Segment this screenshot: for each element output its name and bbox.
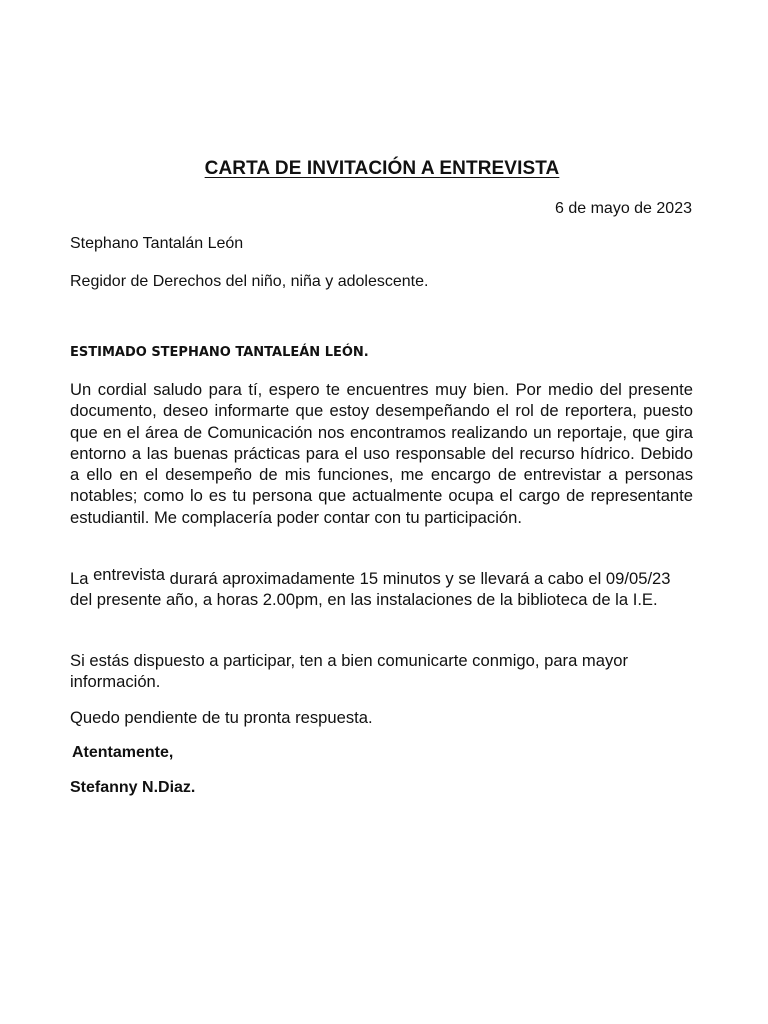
details-rest: durará aproximadamente 15 minutos y se llevará a cabo el 09/05/23 del presente año, a horas 2.00pm, en las instalaciones de la biblioteca de la I.E. <box>70 569 671 610</box>
salutation: ESTIMADO STEPHANO TANTALEÁN LEÓN. <box>70 345 369 360</box>
letter-title: CARTA DE INVITACIÓN A ENTREVISTA <box>204 158 560 179</box>
details-lead: La <box>70 569 94 588</box>
closing-phrase: Atentamente, <box>72 744 174 761</box>
letter-date: 6 de mayo de 2023 <box>555 200 692 217</box>
body-paragraph-details <box>70 565 693 611</box>
body-paragraph-intro: Un cordial saludo para tí, espero te encuentres muy bien. Por medio del presente documento, deseo informarte que estoy desempeñando el rol de reportera, puesto que en el área de Comunicación nos encontramos realizando un reportaje, que gira entorno a las buenas prácticas para el uso responsable del recurso hídrico. Debido a ello en el desempeño de mis funciones, me encargo de entrevistar a personas notables; como lo es tu persona que actualmente ocupa el cargo de representante estudiantil. Me complacería poder contar con tu participación. <box>70 380 693 527</box>
body-paragraph-contact: Si estás dispuesto a participar, ten a bien comunicarte conmigo, para mayor información. <box>70 651 629 692</box>
details-keyword: entrevista <box>93 565 166 584</box>
recipient-role: Regidor de Derechos del niño, niña y adolescente. <box>70 273 429 290</box>
body-paragraph-closing: Quedo pendiente de tu pronta respuesta. <box>70 708 373 727</box>
signature-name: Stefanny N.Diaz. <box>70 779 196 796</box>
recipient-name: Stephano Tantalán León <box>70 235 244 252</box>
